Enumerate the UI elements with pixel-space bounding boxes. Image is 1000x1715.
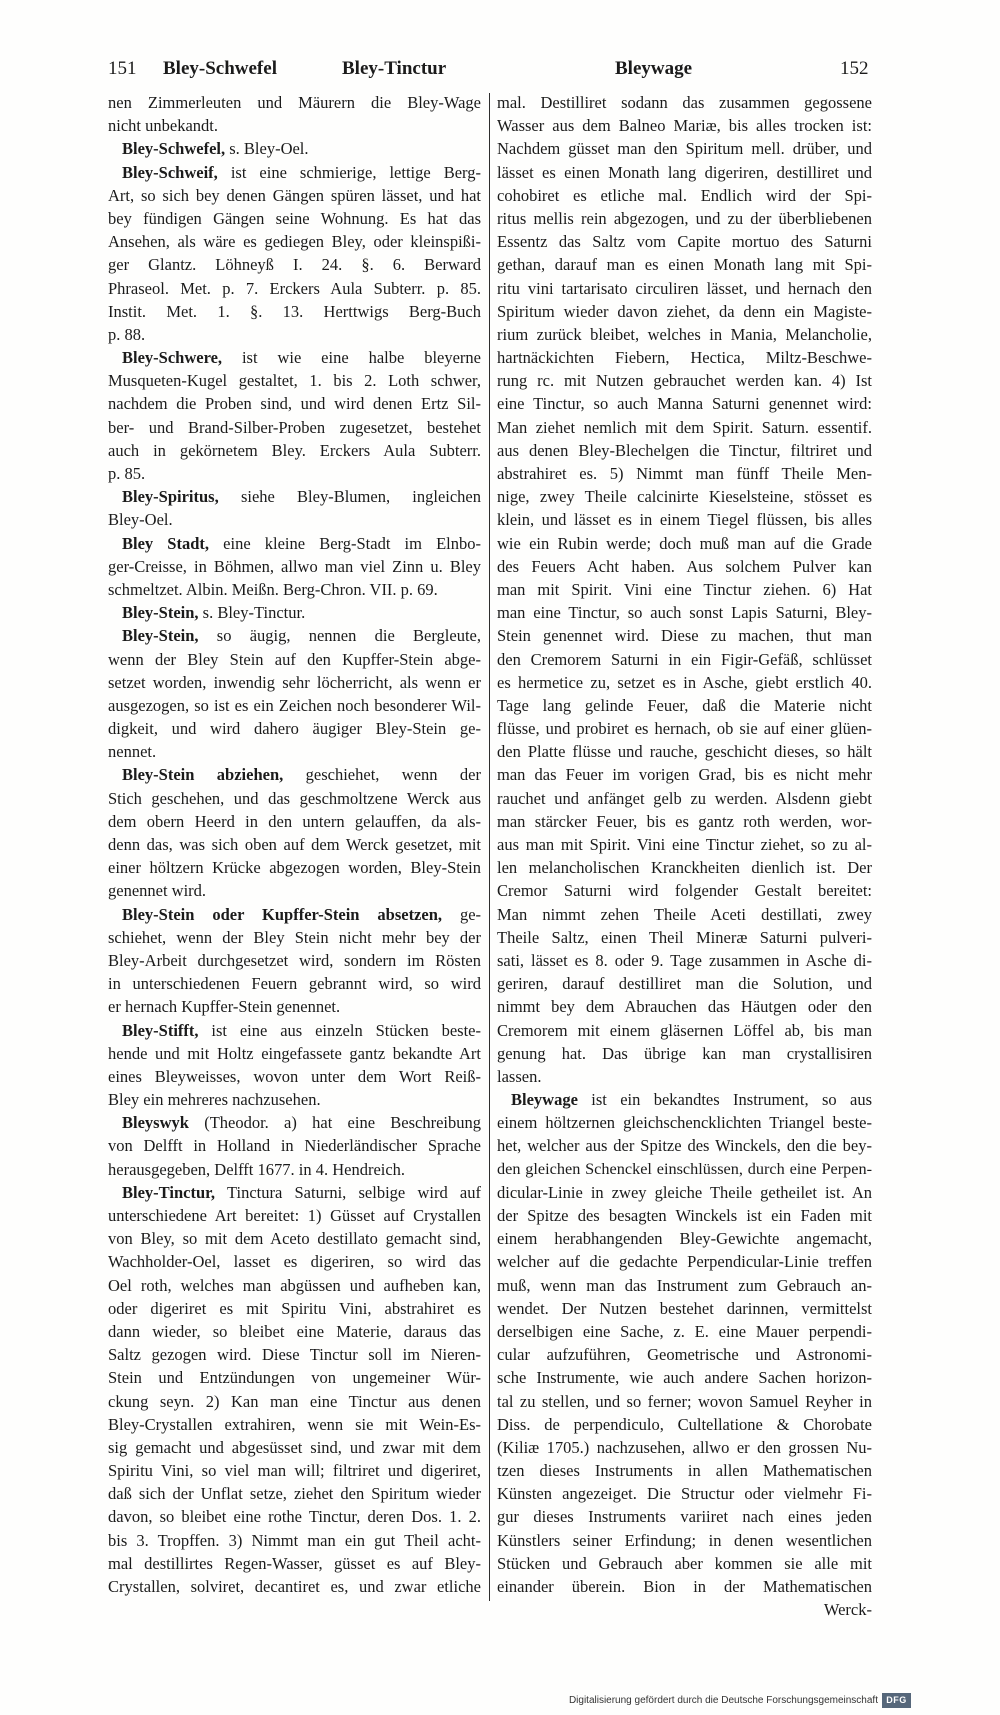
entry-lemma: Bley Stadt,	[122, 533, 210, 553]
text-line	[108, 1158, 481, 1181]
line-text: mal destillirtes Regen-Wasser, güsset es auf Bley-	[108, 1553, 481, 1573]
dfg-logo: DFG	[882, 1693, 911, 1708]
line-text: Oel roth, welches man abgüssen und aufheben kan,	[108, 1275, 481, 1295]
text-line	[108, 787, 481, 810]
line-text: schmeltzet. Albin. Meißn. Berg-Chron. VII. p. 69.	[108, 579, 438, 599]
line-text: eines Bleyweisses, wovon unter dem Wort Reiß-	[108, 1066, 481, 1086]
line-text: daß sich der Unflat setze, ziehet den Spiritum wieder	[108, 1484, 481, 1504]
text-line	[497, 1274, 872, 1297]
line-text: Stich geschehen, und das geschmoltzene Werck aus	[108, 788, 481, 808]
line-text: herausgegeben, Delfft 1677. in 4. Hendreich.	[108, 1159, 406, 1179]
line-text: Essentz das Saltz vom Capite mortuo des Saturni	[497, 232, 872, 252]
line-text: man eine Tinctur, so auch sonst Lapis Saturni, Bley-	[497, 603, 872, 623]
text-line	[497, 1111, 872, 1134]
line-text: Bley-Oel.	[108, 510, 173, 530]
line-text: bey fündigen Gängen seine Wohnung. Es hat das	[108, 208, 481, 228]
line-text: dem obern Heerd in den untern gelauffen, da als-	[108, 811, 481, 831]
text-line	[108, 879, 481, 902]
line-text: digkeit, und wird dahero äugiger Bley-Stein ge-	[108, 719, 481, 739]
text-line	[108, 717, 481, 740]
line-text: klein, und lässet es in einem Tiegel flüssen, bis alles	[497, 510, 872, 530]
line-text: flüsse, und probiret es hernach, ob sie auf einer glüen-	[497, 719, 872, 739]
line-text: p. 88.	[108, 324, 146, 344]
text-line	[108, 578, 481, 601]
text-line	[108, 1552, 481, 1575]
entry-lemma: Bley-Schwere,	[122, 348, 223, 368]
line-text: man stärcker Feuer, bis es gantz roth werden, wor-	[497, 811, 872, 831]
entry-start-line	[497, 1088, 872, 1111]
text-line	[497, 1413, 872, 1436]
entry-start-line	[108, 1181, 481, 1204]
line-text: Saltz gezogen wird. Diese Tinctur soll im Nieren-	[108, 1345, 481, 1365]
line-text: siehe Bley-Blumen, ingleichen	[240, 487, 481, 507]
text-line	[497, 1343, 872, 1366]
line-text: muß, wenn man das Instrument zum Gebrauch an-	[497, 1275, 872, 1295]
line-text: s. Bley-Tinctur.	[202, 603, 306, 623]
line-text: Bley-Crystallen extrahiren, wenn sie mit Wein-Es-	[108, 1414, 481, 1434]
entry-start-line	[108, 532, 481, 555]
line-text: eine kleine Berg-Stadt im Elnbo-	[223, 533, 481, 553]
line-text: rium zurück bleibet, welches in Mania, Melancholie,	[497, 324, 872, 344]
line-text: Man ziehet nemlich mit dem Spirit. Saturn. essentif.	[497, 417, 872, 437]
line-text: p. 85.	[108, 464, 146, 483]
line-text: sati, lässet es 8. oder 9. Tage zusammen in Asche di-	[497, 950, 872, 970]
text-line	[108, 1343, 481, 1366]
text-line	[497, 323, 872, 346]
text-line	[497, 1065, 872, 1088]
entry-start-line	[108, 161, 481, 184]
text-line	[497, 485, 872, 508]
text-line	[497, 1297, 872, 1320]
text-line	[497, 879, 872, 902]
text-line	[497, 300, 872, 323]
text-line	[108, 972, 481, 995]
line-text: Wachholder-Oel, lasset es digeriren, so wird das	[108, 1252, 481, 1272]
line-text: gethan, darauf man es einen Monath lang mit Spi-	[497, 255, 872, 275]
text-line	[497, 833, 872, 856]
text-line	[497, 578, 872, 601]
line-text: hende und mit Holtz eingefassete gantz bekandte Art	[108, 1043, 481, 1063]
line-text: wie ein Rubin werde; doch muß man auf die Grade	[497, 533, 872, 553]
line-text: er hernach Kupffer-Stein genennet.	[108, 997, 341, 1017]
text-line	[108, 184, 481, 207]
line-text: einer höltzern Krücke abgezogen worden, Bley-Stein	[108, 858, 481, 878]
line-text: Nachdem güsset man den Spiritum mell. drüber, und	[497, 139, 872, 159]
text-line	[497, 1459, 872, 1482]
line-text: Man nimmt zehen Theile Aceti destillati, zwey	[497, 904, 872, 924]
text-line	[497, 694, 872, 717]
text-line	[497, 1390, 872, 1413]
line-text: Ansehen, als wäre es gediegen Bley, oder kleinspißi-	[108, 232, 481, 252]
entry-start-line	[108, 346, 481, 369]
entry-lemma: Bley-Tinctur,	[122, 1182, 216, 1202]
line-text: wenn der Bley Stein auf den Kupffer-Stein abge-	[108, 649, 481, 669]
line-text: sig gemacht und abgesüsset sind, und zwar mit dem	[108, 1437, 481, 1457]
line-text: Stein und Entzündungen von ungemeiner Wür-	[108, 1368, 481, 1388]
text-line	[108, 462, 481, 485]
entry-lemma: Bley-Stein abziehen,	[122, 765, 284, 785]
line-text: es hermetice zu, setzet es in Asche, giebt erstlich 40.	[497, 672, 872, 692]
text-line	[497, 277, 872, 300]
line-text: bis 3. Tropffen. 3) Nimmt man ein gut Theil acht-	[108, 1530, 481, 1550]
text-line	[497, 1320, 872, 1343]
text-line	[497, 740, 872, 763]
text-line	[108, 91, 481, 114]
text-line	[108, 1482, 481, 1505]
line-text: lassen.	[497, 1066, 542, 1086]
line-text: ge-	[459, 904, 482, 924]
line-text: schiehet, wenn der Bley Stein nicht mehr bey der	[108, 927, 481, 947]
text-line	[108, 323, 481, 346]
line-text: Musqueten-Kugel gestaltet, 1. bis 2. Loth schwer,	[108, 371, 481, 391]
line-text: einander überein. Bion in der Mathematischen	[497, 1577, 872, 1596]
text-line	[108, 1274, 481, 1297]
line-text: unterschiedene Art bereitet: 1) Güsset auf Crystallen	[108, 1206, 481, 1225]
text-line	[108, 833, 481, 856]
line-text: ritus mellis rein abgezogen, und zu der überbliebenen	[497, 208, 872, 228]
line-text: ger-Creisse, in Böhmen, allwo man viel Zinn u. Bley	[108, 556, 481, 576]
text-line	[108, 1505, 481, 1528]
line-text: ausgezogen, so ist es ein Zeichen noch besonderer Wil-	[108, 695, 481, 715]
column-divider	[489, 93, 490, 1601]
left-column	[108, 91, 481, 1598]
line-text: aus denen Bley-Blechelgen die Tinctur, filtriret und	[497, 440, 872, 460]
text-line	[108, 995, 481, 1018]
entry-start-line	[108, 137, 481, 160]
text-line	[108, 1575, 481, 1598]
line-text: s. Bley-Oel.	[229, 139, 309, 159]
line-text: Art, so sich bey denen Gängen spüren lässet, und hat	[108, 185, 481, 205]
page-number-left: 151	[108, 58, 137, 79]
text-line	[497, 1529, 872, 1552]
line-text: Crystallen, solviret, decantiret es, und zwar etliche	[108, 1577, 481, 1596]
text-line	[108, 694, 481, 717]
line-text: Cremorem mit einem gläsernen Löffel ab, bis man	[497, 1020, 872, 1040]
line-text: nachdem die Proben sind, und wird denen Ertz Sil-	[108, 394, 481, 414]
text-line	[108, 1042, 481, 1065]
text-line	[108, 508, 481, 531]
line-text: het, welcher aus der Spitze des Winckels, den die bey-	[497, 1136, 872, 1156]
text-line	[497, 114, 872, 137]
text-line	[497, 717, 872, 740]
text-line	[497, 995, 872, 1018]
line-text: so äugig, nennen die Bergleute,	[216, 626, 481, 646]
line-text: ber- und Brand-Silber-Proben zugesetzet, bestehet	[108, 417, 481, 437]
text-line	[108, 1297, 481, 1320]
right-column	[497, 91, 872, 1621]
text-line	[108, 555, 481, 578]
text-line	[108, 1204, 481, 1227]
line-text: Wasser aus dem Balneo Mariæ, bis alles trocken ist:	[497, 116, 872, 136]
line-text: Werck-	[823, 1600, 872, 1620]
text-line	[497, 184, 872, 207]
text-line	[497, 1575, 872, 1598]
line-text: auch in gekörnetem Bley. Erckers Aula Subterr.	[108, 440, 481, 460]
text-line	[108, 416, 481, 439]
line-text: den gleichen Schenckel einschlüssen, durch eine Perpen-	[497, 1159, 872, 1178]
text-line	[497, 1134, 872, 1157]
running-head-left-last: Bley-Tinctur	[342, 58, 447, 79]
text-line	[497, 369, 872, 392]
text-line	[497, 439, 872, 462]
entry-start-line	[108, 763, 481, 786]
line-text: Bley-Arbeit durchgesetzet wird, sondern im Rösten	[108, 950, 481, 970]
text-line	[497, 1227, 872, 1250]
line-text: ist ein bekandtes Instrument, so aus	[591, 1090, 872, 1110]
text-line	[108, 1320, 481, 1343]
text-line	[497, 624, 872, 647]
line-text: cohobiret es etliche mal. Endlich wird der Spi-	[497, 185, 872, 205]
line-text: ritu vini tartarisato circuliren lässet, und hernach den	[497, 278, 872, 298]
line-text: Spiritum wieder davon ziehet, da denn ein Magiste-	[497, 301, 872, 321]
line-text: denn das, was sich oben auf dem Werck gesetzet, mit	[108, 835, 481, 854]
entry-start-line	[108, 601, 481, 624]
text-line	[497, 949, 872, 972]
text-line	[497, 416, 872, 439]
entry-start-line	[108, 903, 481, 926]
text-line	[497, 91, 872, 114]
line-text: sche Instrumente, wie auch andere Sachen horizon-	[497, 1368, 872, 1388]
text-line	[108, 1366, 481, 1389]
line-text: tal zu stellen, und so ferner; wovon Samuel Reyher in	[497, 1391, 872, 1411]
text-line	[497, 532, 872, 555]
line-text: mal. Destilliret sodann das zusammen gegossene	[497, 93, 872, 112]
text-line	[497, 1042, 872, 1065]
text-line	[108, 1227, 481, 1250]
text-line	[497, 392, 872, 415]
text-line	[497, 230, 872, 253]
text-line	[497, 555, 872, 578]
text-line	[108, 114, 481, 137]
line-text: Tinctura Saturni, selbige wird auf	[226, 1182, 481, 1202]
text-line	[108, 856, 481, 879]
text-line	[497, 1366, 872, 1389]
line-text: nicht unbekandt.	[108, 116, 218, 136]
line-text: Künsten angezeiget. Die Structur oder vielmehr Fi-	[497, 1484, 872, 1504]
line-text: wendet. Der Nutzen bestehet darinnen, vermittelst	[497, 1298, 872, 1318]
text-line	[497, 1436, 872, 1459]
text-line	[108, 392, 481, 415]
text-line	[108, 1134, 481, 1157]
line-text: lässet es einen Monath lang digeriren, destilliret und	[497, 162, 872, 182]
text-line	[497, 926, 872, 949]
text-line	[108, 1413, 481, 1436]
line-text: gur dieses Instruments variiret nach eines jeden	[497, 1507, 872, 1527]
text-line	[108, 230, 481, 253]
line-text: davon, so bleibet eine rothe Tinctur, deren Dos. 1. 2.	[108, 1507, 481, 1527]
text-line	[497, 462, 872, 485]
text-line	[497, 1250, 872, 1273]
entry-lemma: Bley-Schwefel,	[122, 139, 226, 159]
line-text: nimmt bey dem Abrauchen das Häutgen oder den	[497, 997, 872, 1017]
line-text: den Platte flüsse und rauche, geschicht dieses, so hält	[497, 742, 872, 762]
entry-lemma: Bley-Spiritus,	[122, 487, 219, 507]
line-text: Diss. de perpendiculo, Cultellatione & Chorobate	[497, 1414, 872, 1434]
line-text: (Theodor. a) hat eine Beschreibung	[204, 1113, 482, 1133]
entry-lemma: Bley-Stein oder Kupffer-Stein absetzen,	[122, 904, 443, 924]
line-text: hartnäckichten Fiebern, Hectica, Miltz-Beschwe-	[497, 348, 872, 368]
line-text: rauchet und anfänget gelb zu werden. Alsdenn giebt	[497, 788, 872, 808]
line-text: (Kiliæ 1705.) nachzusehen, allwo er den grossen Nu-	[497, 1437, 872, 1457]
line-text: einem höltzernen gleichschencklichten Triangel beste-	[497, 1113, 872, 1133]
text-line	[497, 903, 872, 926]
text-line	[108, 369, 481, 392]
text-line	[497, 856, 872, 879]
line-text: dicular-Linie in zwey gleiche Theile getheilet ist. An	[497, 1182, 872, 1202]
line-text: aus man mit Spirit. Vini eine Tinctur ziehet, so zu al-	[497, 835, 872, 854]
line-text: von Bley, so mit dem Aceto destillato gemacht sind,	[108, 1229, 481, 1249]
text-line	[108, 1088, 481, 1111]
line-text: ckung seyn. 2) Kan man eine Tinctur aus denen	[108, 1391, 481, 1411]
text-line	[108, 1250, 481, 1273]
line-text: ist wie eine halbe bleyerne	[241, 348, 481, 368]
digitization-credit: Digitalisierung gefördert durch die Deutsche Forschungsgemeinschaft	[568, 1695, 878, 1706]
text-line	[108, 1065, 481, 1088]
text-line	[497, 1204, 872, 1227]
text-line	[497, 1181, 872, 1204]
text-line	[497, 161, 872, 184]
text-line	[108, 300, 481, 323]
line-text: den Cremorem Saturni in ein Figir-Gefäß, schlüsset	[497, 649, 872, 669]
text-line	[108, 1436, 481, 1459]
page-number-right: 152	[840, 58, 869, 79]
line-text: welcher auf die gedachte Perpendicular-Linie treffen	[497, 1252, 872, 1272]
text-line	[497, 787, 872, 810]
text-line	[108, 1459, 481, 1482]
entry-start-line	[108, 624, 481, 647]
text-line	[497, 137, 872, 160]
text-line	[108, 949, 481, 972]
line-text: Instit. Met. 1. §. 13. Herttwigs Berg-Buch	[108, 301, 481, 321]
line-text: tzen dieses Instruments in allen Mathematischen	[497, 1461, 872, 1481]
line-text: der Spitze des besagten Winckels ist ein Faden mit	[497, 1206, 872, 1225]
entry-lemma: Bleyswyk	[122, 1113, 189, 1133]
text-line	[497, 1598, 872, 1621]
line-text: abstrahiret es. 5) Nimmt man fünff Theile Men-	[497, 464, 872, 483]
line-text: einem herabhangenden Bley-Gewichte angemacht,	[497, 1229, 872, 1249]
line-text: Spiritu Vini, so viel man will; filtriret und digeriret,	[108, 1461, 481, 1481]
line-text: von Delfft in Holland in Niederländischer Sprache	[108, 1136, 481, 1156]
line-text: len melancholischen Kranckheiten dienlich ist. Der	[497, 858, 872, 878]
text-line	[108, 277, 481, 300]
text-line	[497, 346, 872, 369]
line-text: cular aufzuführen, Geometrische und Astronomi-	[497, 1345, 872, 1365]
text-line	[497, 253, 872, 276]
text-line	[497, 601, 872, 624]
running-head-left-first: Bley-Schwefel	[163, 58, 277, 79]
line-text: rung rc. mit Nutzen gebrauchet werden kan. 4) Ist	[497, 371, 872, 391]
line-text: Stein genennet wird. Diese zu machen, thut man	[497, 626, 872, 646]
text-line	[497, 671, 872, 694]
line-text: Cremor Saturni wird folgender Gestalt bereitet:	[497, 881, 872, 901]
text-line	[108, 439, 481, 462]
text-line	[108, 810, 481, 833]
text-line	[108, 207, 481, 230]
line-text: eine Tinctur, so auch Manna Saturni genennet wird:	[497, 394, 872, 414]
text-line	[497, 207, 872, 230]
line-text: genung hat. Das übrige kan man crystallisiren	[497, 1043, 872, 1063]
line-text: geschiehet, wenn der	[305, 765, 481, 785]
line-text: oder digeriret es mit Spiritu Vini, abstrahiret es	[108, 1298, 481, 1318]
text-line	[497, 1505, 872, 1528]
text-line	[108, 253, 481, 276]
text-line	[497, 1552, 872, 1575]
line-text: ger Glantz. Löhneyß I. 24. §. 6. Berward	[108, 255, 481, 275]
line-text: man mit Spirit. Vini eine Tinctur ziehen. 6) Hat	[497, 579, 872, 599]
text-line	[497, 763, 872, 786]
text-line	[497, 972, 872, 995]
entry-lemma: Bleywage	[511, 1090, 578, 1110]
text-line	[497, 810, 872, 833]
line-text: Phraseol. Met. p. 7. Erckers Aula Subterr. p. 85.	[108, 278, 481, 298]
text-line	[108, 1390, 481, 1413]
entry-start-line	[108, 1111, 481, 1134]
line-text: des Feuers Acht haben. Aus solchem Pulver kan	[497, 556, 872, 576]
line-text: Stücken und Gebrauch aber kommen sie alle mit	[497, 1553, 872, 1573]
running-head-right: Bleywage	[615, 58, 693, 79]
entry-start-line	[108, 1019, 481, 1042]
text-line	[497, 1482, 872, 1505]
line-text: nige, zwey Theile calcinirte Kieselsteine, stösset es	[497, 487, 872, 507]
entry-start-line	[108, 485, 481, 508]
line-text: nen Zimmerleuten und Mäurern die Bley-Wage	[108, 93, 481, 112]
line-text: ist eine aus einzeln Stücken beste-	[211, 1020, 482, 1040]
entry-lemma: Bley-Schweif,	[122, 162, 218, 182]
line-text: Tage lang gelinde Feuer, daß die Materie nicht	[497, 695, 872, 715]
text-line	[497, 1158, 872, 1181]
text-line	[108, 926, 481, 949]
line-text: nennet.	[108, 742, 157, 762]
text-line	[108, 740, 481, 763]
line-text: Theile Saltz, einen Theil Mineræ Saturni pulveri-	[497, 927, 872, 947]
line-text: derselbigen eine Sache, z. E. eine Mauer perpendi-	[497, 1321, 872, 1341]
line-text: genennet wird.	[108, 881, 207, 901]
text-line	[108, 648, 481, 671]
text-line	[497, 508, 872, 531]
entry-lemma: Bley-Stein,	[122, 626, 199, 646]
line-text: dann wieder, so bleibet eine Materie, daraus das	[108, 1321, 481, 1341]
text-line	[108, 1529, 481, 1552]
text-line	[108, 671, 481, 694]
text-line	[497, 648, 872, 671]
line-text: in unterschiedenen Feuern gebrannt wird, so wird	[108, 974, 481, 994]
line-text: Bley ein mehreres nachzusehen.	[108, 1090, 321, 1110]
line-text: setzet worden, inwendig sehr löcherricht, als wenn er	[108, 672, 481, 692]
line-text: man das Feuer im vorigen Grad, bis es nicht mehr	[497, 765, 872, 785]
line-text: geriren, darauf destilliret man die Solution, und	[497, 974, 872, 994]
line-text: Künstlers seiner Erfindung; in denen wesentlichen	[497, 1530, 872, 1550]
text-line	[497, 1019, 872, 1042]
entry-lemma: Bley-Stifft,	[122, 1020, 199, 1040]
entry-lemma: Bley-Stein,	[122, 603, 199, 623]
line-text: ist eine schmierige, lettige Berg-	[230, 162, 482, 182]
